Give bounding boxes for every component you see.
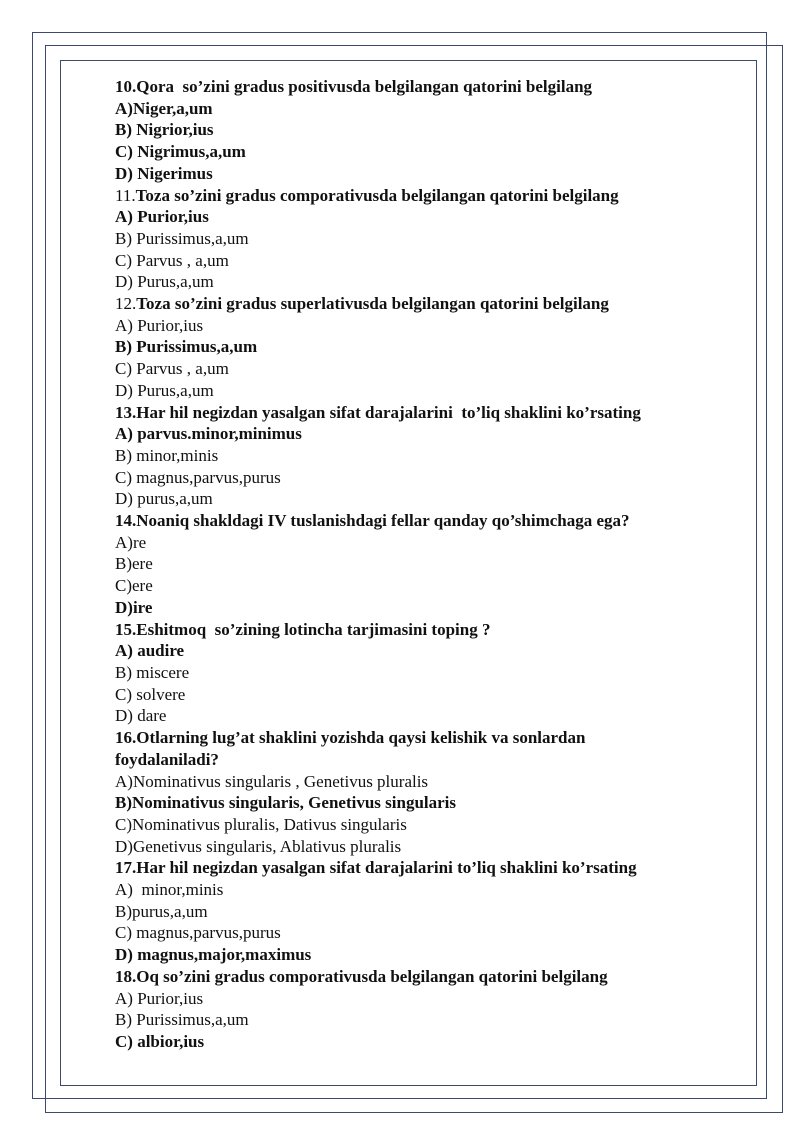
option-15-b: B) miscere [115, 662, 190, 682]
question-text: Oq so’zini gradus comporativusda belgilangan qatorini belgilang [136, 966, 608, 986]
question-number: 12. [115, 294, 137, 314]
option-16-b: B)Nominativus singularis, Genetivus singularis [115, 793, 457, 813]
option-18-a: A) Purior,ius [115, 988, 204, 1008]
option-11-a: A) Purior,ius [115, 207, 209, 227]
question-text: Har hil negizdan yasalgan sifat darajalarini to’liq shaklini ko’rsating [136, 858, 637, 878]
question-text: Otlarning lug’at shaklini yozishda qaysi kelishik va sonlardan [136, 728, 586, 748]
question-16 [115, 727, 715, 749]
option-15-c: C) solvere [115, 684, 186, 704]
question-text: Toza so’zini gradus superlativusda belgilangan qatorini belgilang [136, 294, 609, 314]
question-15 [115, 619, 715, 641]
option-11-d: D) Purus,a,um [115, 272, 214, 292]
question-number: 10. [115, 77, 137, 96]
question-text: Qora so’zini gradus positivusda belgilangan qatorini belgilang [136, 77, 593, 96]
question-text: Har hil negizdan yasalgan sifat darajalarini to’liq shaklini ko’rsating [136, 402, 641, 422]
option-17-d: D) magnus,major,maximus [115, 945, 312, 965]
option-10-b: B) Nigrior,ius [115, 120, 214, 140]
question-number: 14. [115, 511, 137, 531]
question-text: Noaniq shakldagi IV tuslanishdagi fellar qanday qo’shimchaga ega? [136, 511, 630, 531]
option-16-a: A)Nominativus singularis , Genetivus pluralis [115, 771, 429, 791]
question-number: 15. [115, 619, 137, 639]
option-14-d: D)ire [115, 597, 153, 617]
option-17-c: C) magnus,parvus,purus [115, 923, 281, 943]
question-10 [115, 76, 715, 98]
option-18-b: B) Purissimus,a,um [115, 1010, 249, 1030]
option-17-a: A) minor,minis [115, 880, 224, 900]
option-13-c: C) magnus,parvus,purus [115, 467, 281, 487]
question-12 [115, 293, 715, 315]
option-12-a: A) Purior,ius [115, 315, 204, 335]
option-15-d: D) dare [115, 706, 167, 726]
option-10-a: A)Niger,a,um [115, 98, 213, 118]
option-12-c: C) Parvus , a,um [115, 359, 229, 379]
question-number: 11. [115, 185, 136, 205]
option-10-c: C) Nigrimus,a,um [115, 142, 246, 162]
question-number: 16. [115, 728, 137, 748]
option-13-d: D) purus,a,um [115, 489, 213, 509]
option-10-d: D) Nigerimus [115, 163, 213, 183]
option-17-b: B)purus,a,um [115, 901, 208, 921]
question-16-continued: foydalaniladi? [115, 749, 219, 769]
question-13 [115, 402, 715, 424]
option-15-a: A) audire [115, 641, 185, 661]
option-11-b: B) Purissimus,a,um [115, 228, 249, 248]
option-14-a: A)re [115, 532, 147, 552]
question-17 [115, 857, 715, 879]
option-11-c: C) Parvus , a,um [115, 250, 229, 270]
question-18 [115, 966, 715, 988]
question-number: 17. [115, 858, 137, 878]
option-13-b: B) minor,minis [115, 445, 219, 465]
question-11 [115, 185, 715, 207]
question-text: Toza so’zini gradus comporativusda belgilangan qatorini belgilang [135, 185, 619, 205]
option-18-c: C) albior,ius [115, 1031, 205, 1051]
option-14-b: B)ere [115, 554, 153, 574]
option-12-b: B) Purissimus,a,um [115, 337, 258, 357]
option-13-a: A) parvus.minor,minimus [115, 424, 302, 444]
option-12-d: D) Purus,a,um [115, 380, 214, 400]
quiz-content [115, 76, 715, 1053]
question-text: Eshitmoq so’zining lotincha tarjimasini toping ? [136, 619, 491, 639]
option-14-c: C)ere [115, 576, 153, 596]
question-number: 13. [115, 402, 137, 422]
question-14 [115, 510, 715, 532]
option-16-c: C)Nominativus pluralis, Dativus singularis [115, 814, 407, 834]
option-16-d: D)Genetivus singularis, Ablativus pluralis [115, 836, 402, 856]
question-number: 18. [115, 966, 137, 986]
